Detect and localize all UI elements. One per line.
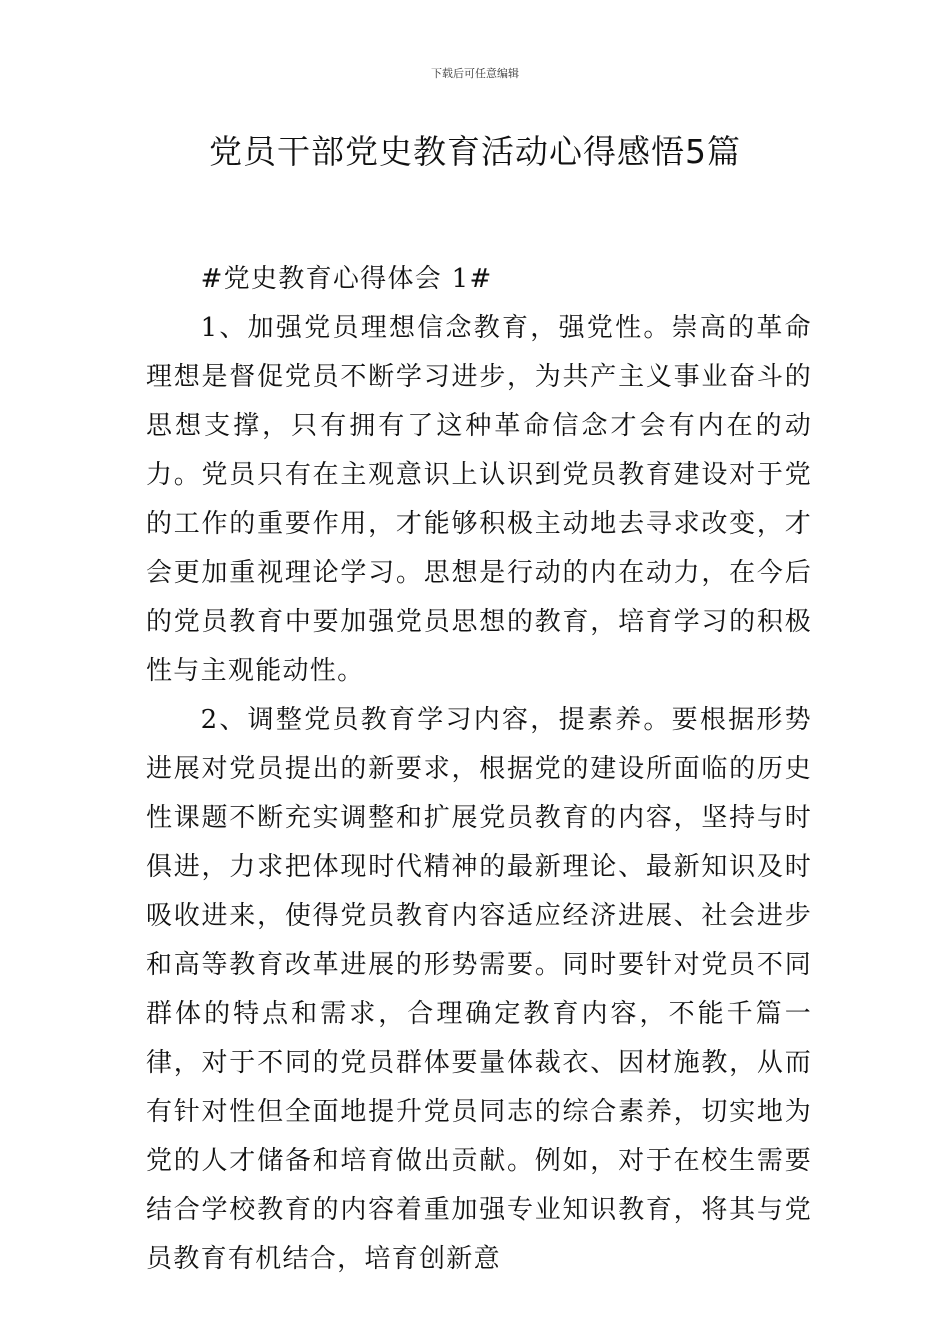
document-body	[146, 255, 812, 1284]
section-heading: #党史教育心得体会 1#	[200, 264, 493, 294]
header-note: 下载后可任意编辑	[431, 67, 519, 80]
paragraph-1: 1、加强党员理想信念教育，强党性。崇高的革命理想是督促党员不断学习进步，为共产主义事业奋斗的思想支撑，只有拥有了这种革命信念才会有内在的动力。党员只有在主观意识上认识到党员教育建设对于党的工作的重要作用，才能够积极主动地去寻求改变，才会更加重视理论学习。思想是行动的内在动力，在今后的党员教育中要加强党员思想的教育，培育学习的积极性与主观能动性。	[146, 313, 812, 686]
document-title: 党员干部党史教育活动心得感悟5篇	[209, 132, 741, 171]
paragraph-2: 2、调整党员教育学习内容，提素养。要根据形势进展对党员提出的新要求，根据党的建设所面临的历史性课题不断充实调整和扩展党员教育的内容，坚持与时俱进，力求把体现时代精神的最新理论、最新知识及时吸收进来，使得党员教育内容适应经济进展、社会进步和高等教育改革进展的形势需要。同时要针对党员不同群体的特点和需求，合理确定教育内容，不能千篇一律，对于不同的党员群体要量体裁衣、因材施教，从而有针对性但全面地提升党员同志的综合素养，切实地为党的人才储备和培育做出贡献。例如，对于在校生需要结合学校教育的内容着重加强专业知识教育，将其与党员教育有机结合，培育创新意	[146, 705, 812, 1274]
